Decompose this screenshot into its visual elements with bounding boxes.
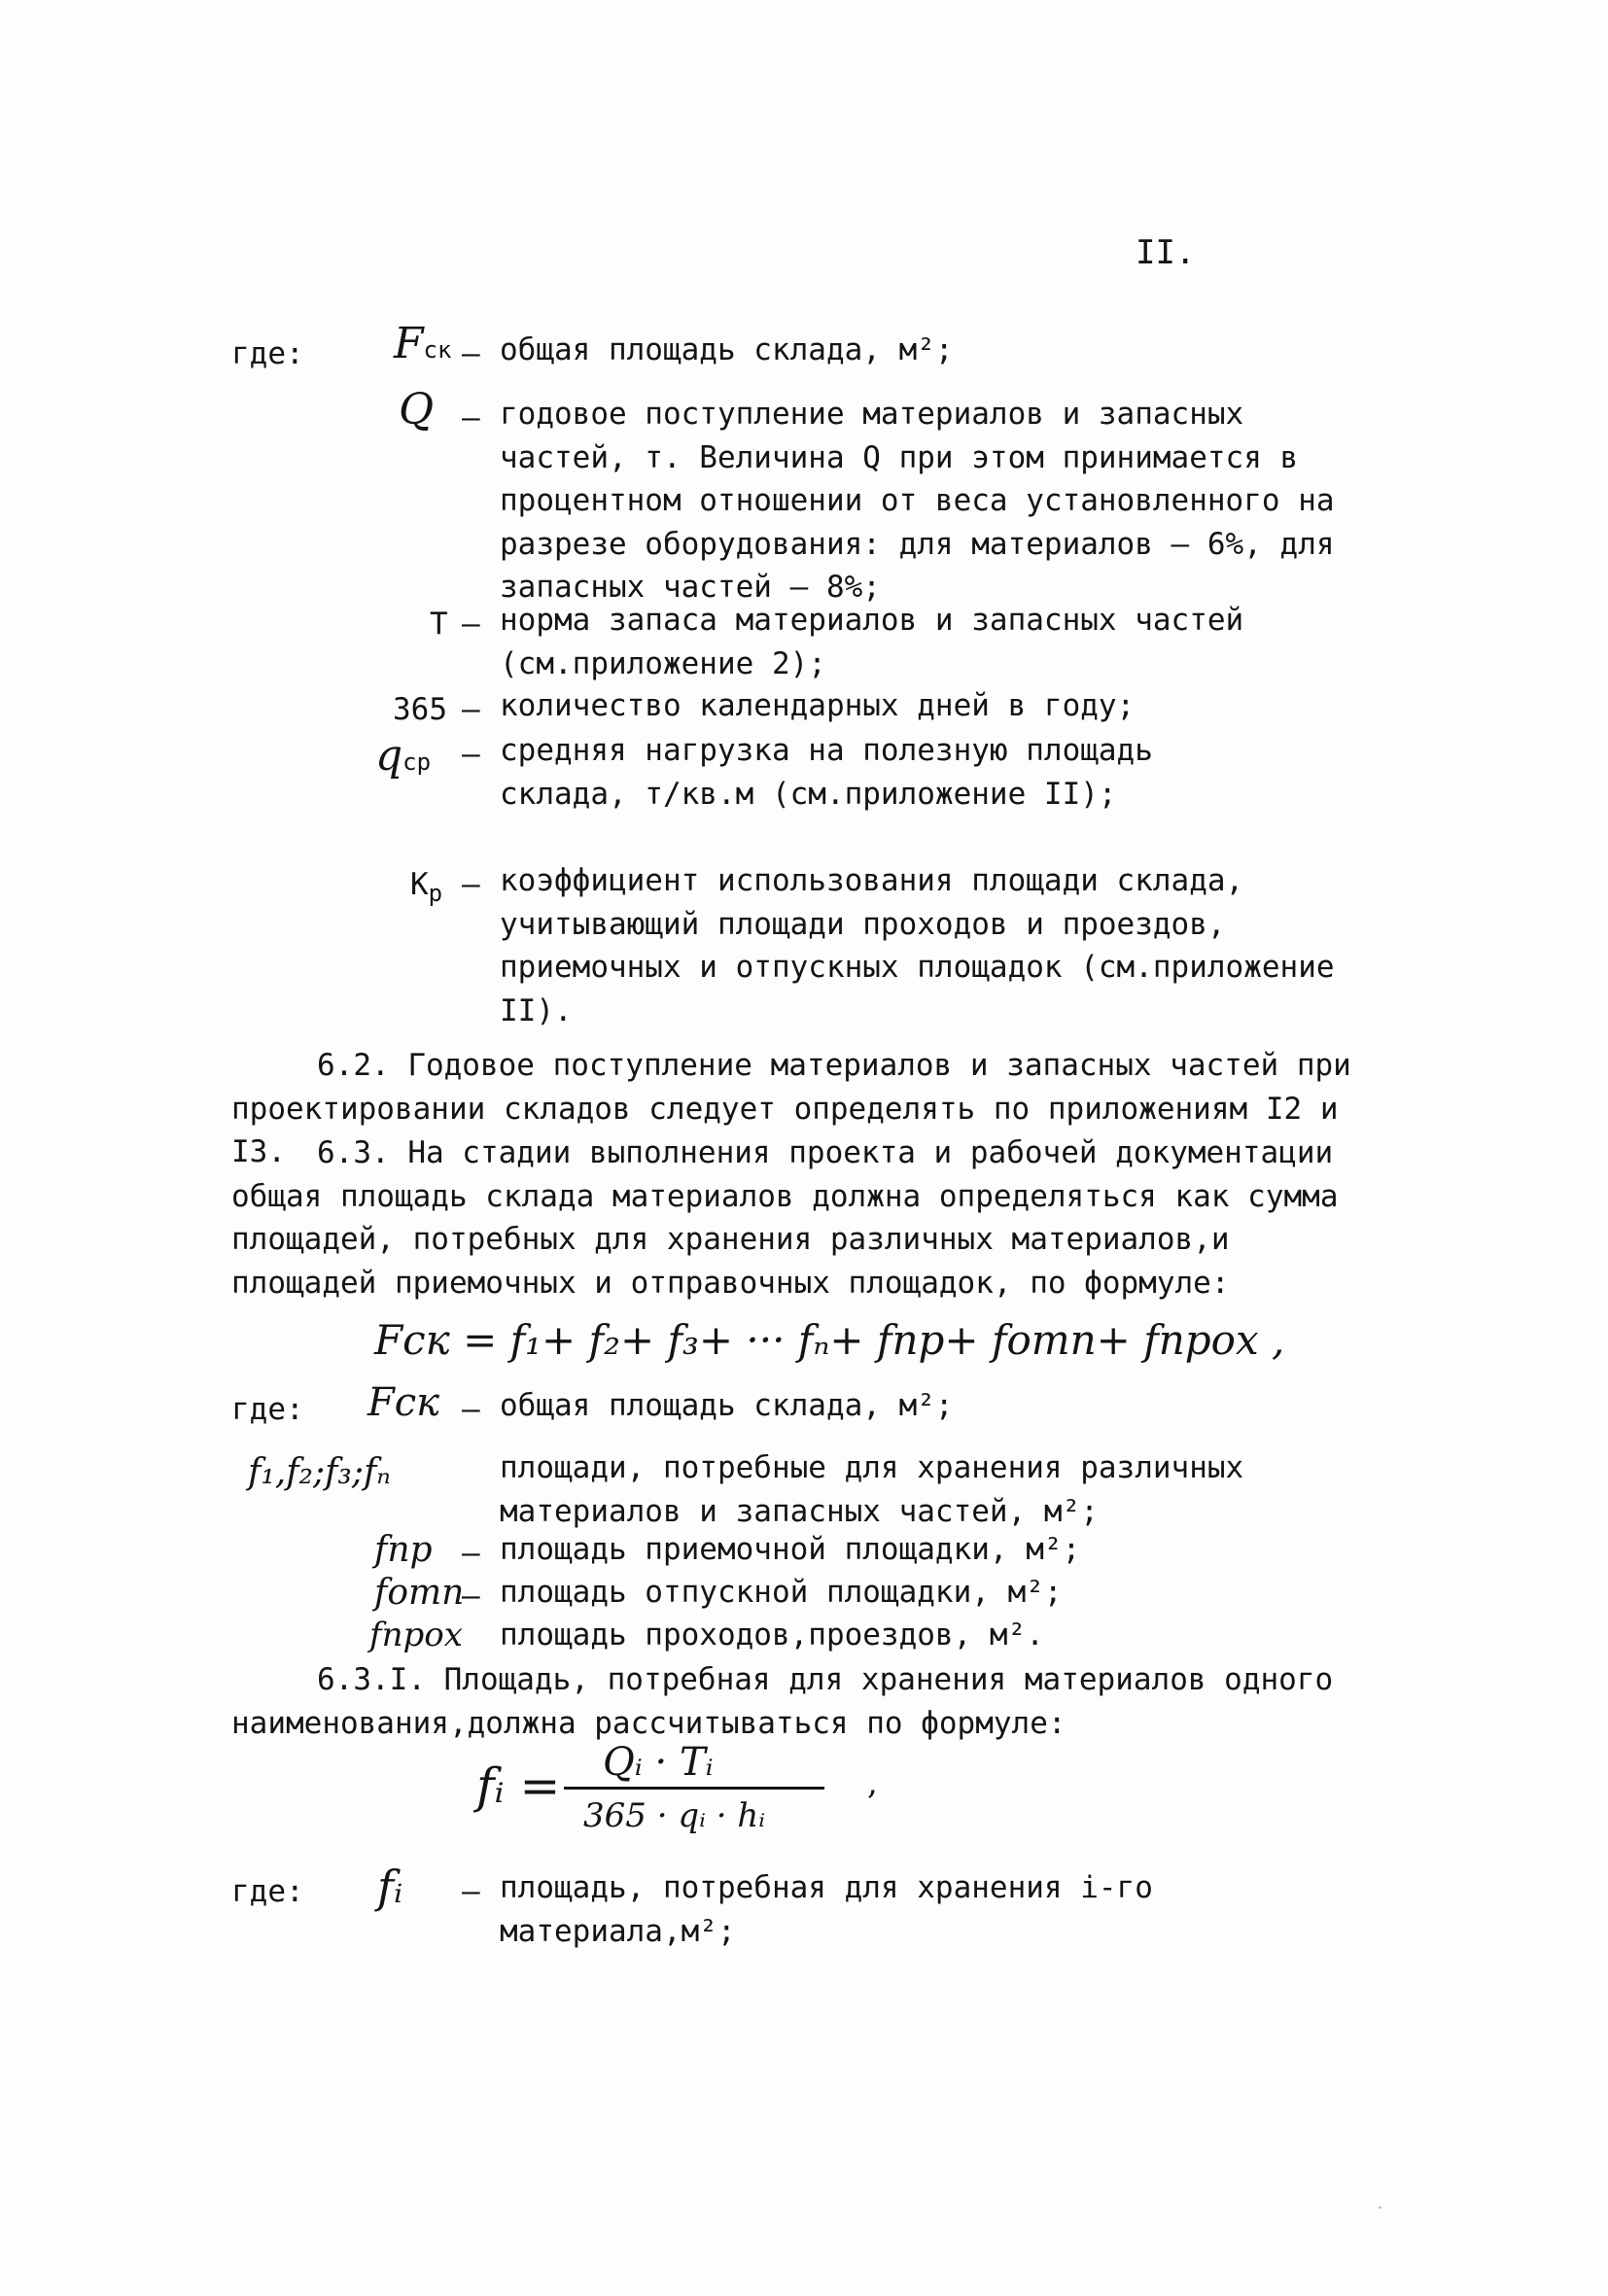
dash: – <box>462 336 480 371</box>
dash: – <box>462 1536 480 1571</box>
symbol-k-p: $К_р$ <box>410 867 443 908</box>
paragraph-6-2: 6.2. Годовое поступление материалов и запасных частей при проектировании складов следует определять по приложениям I2 и I3. <box>231 1048 1351 1170</box>
dash: – <box>462 607 480 642</box>
symbol-f-otp: fотп <box>374 1573 465 1613</box>
formula-denominator: 365 · qᵢ · hᵢ <box>583 1796 766 1835</box>
definition-text: площадь отпускной площадки, м²; <box>500 1575 1063 1610</box>
where-label: где: <box>231 336 304 371</box>
definition-text: количество календарных дней в году; <box>500 688 1136 723</box>
dash: – <box>462 1874 480 1909</box>
scan-speck <box>1379 2207 1381 2209</box>
formula-comma: , <box>867 1763 878 1802</box>
definition-text: площади, потребные для хранения различных материалов и запасных частей, м²; <box>500 1450 1244 1529</box>
symbol-q-avg: qср <box>375 731 432 781</box>
symbol-f-pr: fпр <box>374 1530 433 1570</box>
dash: – <box>462 1579 480 1614</box>
paragraph-6-3-1: 6.3.I. Площадь, потребная для хранения материалов одного наименования,должна рассчитываться по формуле: <box>231 1662 1334 1741</box>
definition-text: средняя нагрузка на полезную площадь склада, т/кв.м (см.приложение II); <box>500 733 1153 812</box>
symbol-365: 365 <box>393 692 447 727</box>
symbol-f-sk: Fск <box>367 1380 440 1425</box>
symbol-f-i: fᵢ <box>377 1861 403 1913</box>
definition-text: общая площадь склада, м²; <box>500 1388 954 1423</box>
dash: – <box>462 1392 480 1427</box>
where-label: где: <box>231 1392 304 1427</box>
paragraph-6-3: 6.3. На стадии выполнения проекта и рабочей документации общая площадь склада материалов должна определяться как сумма площадей, потребных для хранения различных материалов,и площадей приемочных и отправочных площадок, по формуле: <box>231 1135 1339 1301</box>
symbol-t: Т <box>430 607 448 642</box>
dash: – <box>462 737 480 772</box>
symbol-f-sk: Fск <box>394 319 452 368</box>
page-number: II. <box>1136 233 1196 272</box>
definition-text: площадь приемочной площадки, м²; <box>500 1532 1081 1567</box>
definition-text: коэффициент использования площади склада, учитывающий площади проходов и проездов, приемочных и отпускных площадок (см.приложение II). <box>500 863 1335 1028</box>
definition-text: норма запаса материалов и запасных частей (см.приложение 2); <box>500 603 1244 681</box>
where-label: где: <box>231 1874 304 1909</box>
definition-text: площадь проходов,проездов, м². <box>500 1618 1044 1652</box>
dash: – <box>462 692 480 727</box>
formula-numerator: Qᵢ · Tᵢ <box>603 1740 714 1785</box>
fraction-bar <box>564 1787 824 1790</box>
symbol-f-list: f₁,f₂;f₃;fₙ <box>248 1452 391 1492</box>
definition-text: годовое поступление материалов и запасных частей, т. Величина Q при этом принимается в процентном отношении от веса установленного на разрезе оборудования: для материалов – 6%, для запасных частей – 8%; <box>500 397 1335 606</box>
dash: – <box>462 400 480 435</box>
formula-total-area: Fск = f₁+ f₂+ f₃+ ··· fₙ+ fпр+ fотп+ fпрох , <box>374 1316 1285 1364</box>
formula-lhs: fᵢ = <box>476 1757 561 1814</box>
symbol-f-proh: fпрох <box>369 1616 463 1654</box>
definition-text: общая площадь склада, м²; <box>500 332 954 367</box>
dash: – <box>462 867 480 902</box>
symbol-q-annual: Q <box>399 385 435 435</box>
definition-text: площадь, потребная для хранения i-го материала,м²; <box>500 1870 1153 1949</box>
